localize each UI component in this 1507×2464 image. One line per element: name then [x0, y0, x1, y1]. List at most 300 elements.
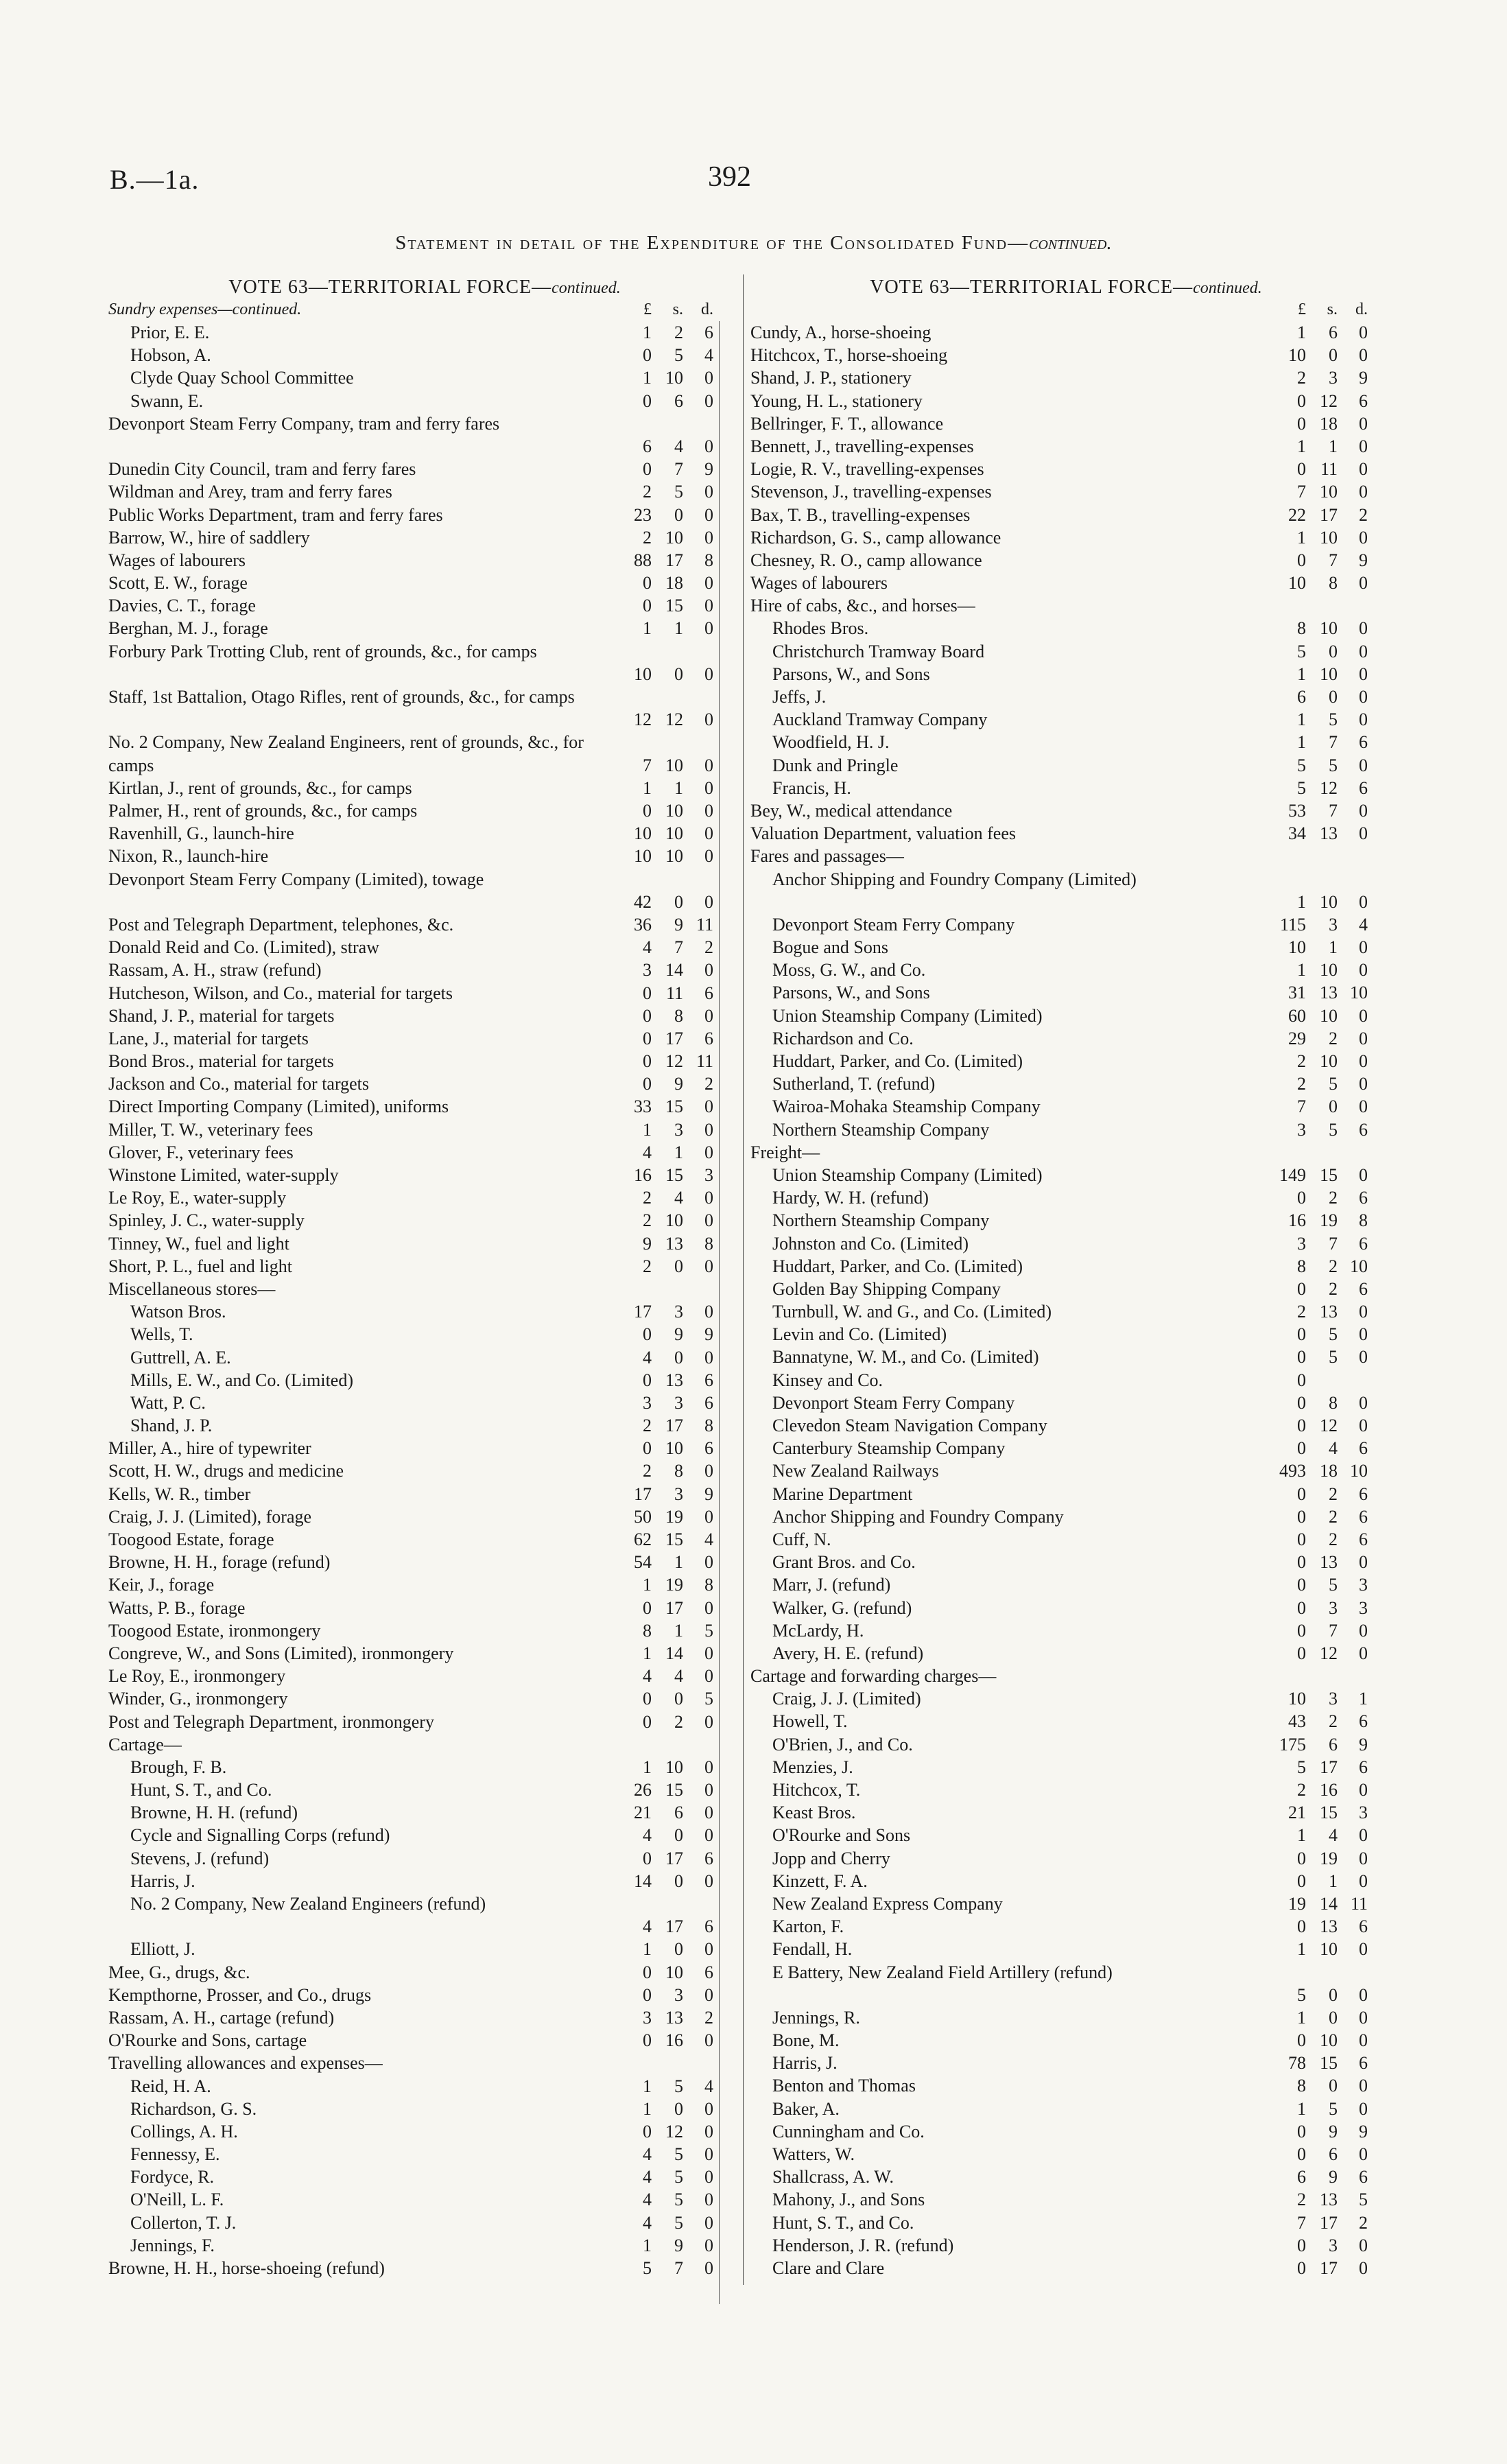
amount-pounds: 0 — [1297, 1483, 1306, 1504]
amount-pence: 8 — [1359, 1210, 1368, 1231]
amount-shillings: 0 — [1329, 687, 1338, 707]
amount-pence: 4 — [704, 2076, 713, 2096]
ledger-row — [108, 1118, 741, 1141]
amount-pounds: 2 — [643, 527, 652, 548]
ledger-row — [108, 913, 741, 936]
amount-pounds: 0 — [643, 459, 652, 480]
entry-label: Wells, T. — [130, 1324, 193, 1345]
entry-label: Kells, W. R., timber — [108, 1483, 251, 1504]
entry-label: Valuation Department, valuation fees — [750, 823, 1016, 844]
amount-pounds: 1 — [643, 2098, 652, 2119]
amount-pence: 0 — [1359, 459, 1368, 480]
amount-pence: 6 — [704, 1962, 713, 1982]
amount-pounds: 17 — [634, 1483, 652, 1504]
amount-pounds: 0 — [643, 983, 652, 1003]
amount-pounds: 4 — [643, 1916, 652, 1937]
ledger-row — [108, 1938, 741, 1960]
ledger-row — [108, 412, 741, 458]
amount-shillings: 19 — [1320, 1848, 1338, 1868]
entry-label: Mahony, J., and Sons — [772, 2190, 925, 2210]
amount-pence: 0 — [704, 2144, 713, 2165]
ledger-row — [108, 480, 741, 503]
amount-shillings: 4 — [674, 436, 683, 456]
amount-shillings: 0 — [1329, 1984, 1338, 2005]
statement-title-italic: continued. — [1029, 232, 1112, 254]
entry-label: Richardson, G. S., camp allowance — [750, 527, 1001, 548]
amount-pounds: 7 — [1297, 2212, 1306, 2233]
entry-label: Cundy, A., horse-shoeing — [750, 322, 932, 342]
ledger-row — [750, 1346, 1381, 1368]
entry-label: Keir, J., forage — [108, 1575, 215, 1595]
amount-shillings: 6 — [1329, 1734, 1338, 1755]
entry-label: Karton, F. — [772, 1916, 844, 1937]
ledger-row — [108, 1300, 741, 1323]
amount-shillings: 12 — [1320, 1416, 1338, 1436]
amount-pounds: 8 — [1297, 1256, 1306, 1276]
amount-shillings: 15 — [1320, 2053, 1338, 2074]
amount-shillings: 7 — [1329, 1233, 1338, 1254]
amount-pounds: 175 — [1279, 1734, 1306, 1755]
amount-pence: 0 — [704, 1005, 713, 1026]
entry-label: Staff, 1st Battalion, Otago Rifles, rent of grounds, &c., for camps — [108, 687, 575, 707]
ledger-row — [108, 1779, 741, 1801]
amount-shillings: 5 — [1329, 755, 1338, 775]
amount-pence: 0 — [704, 573, 713, 594]
amount-pounds: 16 — [634, 1165, 652, 1186]
amount-pence: 6 — [1359, 1233, 1368, 1254]
amount-pence: 2 — [704, 1074, 713, 1094]
amount-shillings: 11 — [665, 983, 683, 1003]
ledger-row — [750, 1323, 1381, 1346]
entry-label: Hunt, S. T., and Co. — [130, 1780, 272, 1800]
ledger-row — [750, 1892, 1381, 1915]
ledger-row — [750, 2052, 1381, 2074]
amount-shillings: 11 — [1320, 459, 1338, 480]
ledger-row — [750, 754, 1381, 777]
amount-shillings: 1 — [674, 1620, 683, 1641]
amount-pounds: 2 — [643, 1188, 652, 1208]
amount-pence: 0 — [1359, 2007, 1368, 2028]
amount-shillings: 8 — [674, 1461, 683, 1481]
entry-label: Hutcheson, Wilson, and Co., material for targets — [108, 983, 453, 1003]
ledger-row — [108, 1027, 741, 1050]
amount-pence: 0 — [1359, 2257, 1368, 2278]
amount-pence: 0 — [704, 1780, 713, 1800]
entry-label: Rassam, A. H., cartage (refund) — [108, 2007, 335, 2028]
amount-shillings: 13 — [1320, 823, 1338, 844]
amount-pence: 0 — [704, 596, 713, 616]
ledger-row — [108, 617, 741, 640]
amount-shillings: 9 — [1329, 2121, 1338, 2142]
amount-pounds: 62 — [634, 1529, 652, 1550]
ledger-row — [108, 1801, 741, 1824]
ledger-row — [108, 1392, 741, 1414]
amount-pounds: 0 — [1297, 1188, 1306, 1208]
entry-label: Watt, P. C. — [130, 1392, 206, 1413]
amount-pence: 0 — [704, 709, 713, 730]
amount-shillings: 9 — [1329, 2167, 1338, 2187]
amount-pounds: 10 — [1288, 345, 1306, 366]
amount-pounds: 6 — [643, 436, 652, 456]
amount-shillings: 1 — [1329, 937, 1338, 958]
entry-label: Rassam, A. H., straw (refund) — [108, 960, 322, 981]
amount-pence: 0 — [1359, 1302, 1368, 1322]
amount-shillings: 5 — [674, 2212, 683, 2233]
amount-pounds: 2 — [643, 482, 652, 502]
amount-shillings: 10 — [665, 801, 683, 821]
amount-pence: 6 — [704, 322, 713, 342]
amount-shillings: 15 — [665, 1529, 683, 1550]
amount-pounds: 5 — [1297, 777, 1306, 798]
entry-label: Scott, E. W., forage — [108, 573, 248, 594]
amount-shillings: 17 — [665, 1416, 683, 1436]
entry-label: Canterbury Steamship Company — [772, 1438, 1006, 1459]
amount-shillings: 7 — [674, 2258, 683, 2279]
amount-pounds: 0 — [1297, 1324, 1306, 1345]
amount-shillings: 0 — [674, 1256, 683, 1276]
ledger-row — [108, 2166, 741, 2188]
amount-pounds: 4 — [643, 2144, 652, 2165]
ledger-row — [750, 685, 1381, 708]
entry-label: O'Brien, J., and Co. — [772, 1734, 913, 1755]
ledger-row — [750, 2120, 1381, 2143]
amount-pence: 0 — [704, 2212, 713, 2233]
amount-shillings: 10 — [1320, 527, 1338, 548]
amount-pounds: 1 — [643, 322, 652, 342]
amount-pence: 2 — [1359, 504, 1368, 525]
ledger-row — [750, 1437, 1381, 1459]
ledger-row — [108, 2052, 741, 2074]
amount-pence: 6 — [1359, 1483, 1368, 1504]
amount-shillings: 8 — [674, 1005, 683, 1026]
entry-label: Auckland Tramway Company — [772, 709, 988, 730]
shillings-header: s. — [1327, 301, 1338, 318]
amount-pence: 0 — [704, 664, 713, 684]
amount-pounds: 54 — [634, 1552, 652, 1573]
entry-label: Young, H. L., stationery — [750, 390, 923, 411]
amount-pounds: 2 — [1297, 368, 1306, 388]
amount-pence: 0 — [704, 1256, 713, 1276]
amount-pounds: 0 — [1297, 390, 1306, 411]
ledger-row — [750, 1027, 1381, 1050]
amount-shillings: 3 — [1329, 1689, 1338, 1709]
ledger-row — [750, 1870, 1381, 1892]
ledger-row — [108, 1642, 741, 1665]
ledger-row — [750, 1072, 1381, 1095]
ledger-row — [108, 822, 741, 845]
ledger-row — [750, 1938, 1381, 1960]
amount-pence: 6 — [1359, 1506, 1368, 1527]
ledger-row — [108, 1369, 741, 1392]
amount-shillings: 5 — [674, 2076, 683, 2096]
left-vote-heading-italic: continued. — [551, 279, 621, 297]
amount-shillings: 10 — [1320, 1939, 1338, 1960]
amount-pounds: 0 — [1297, 1370, 1306, 1390]
amount-pounds: 0 — [1297, 1347, 1306, 1368]
amount-shillings: 0 — [674, 1689, 683, 1709]
amount-pounds: 1 — [643, 777, 652, 798]
column-divider — [743, 274, 744, 2285]
amount-shillings: 3 — [1329, 914, 1338, 935]
entry-label: Cartage and forwarding charges— — [750, 1666, 997, 1687]
ledger-row — [108, 685, 741, 731]
amount-pounds: 1 — [1297, 1939, 1306, 1960]
amount-shillings: 2 — [1329, 1278, 1338, 1299]
ledger-row — [750, 572, 1381, 594]
entry-label: Le Roy, E., water-supply — [108, 1188, 287, 1208]
entry-label: Post and Telegraph Department, telephones, &c. — [108, 914, 454, 935]
amount-shillings: 0 — [674, 504, 683, 525]
amount-pence: 3 — [704, 1165, 713, 1186]
right-vote-heading — [750, 274, 1381, 301]
amount-shillings: 10 — [665, 1438, 683, 1459]
amount-pence: 0 — [704, 1757, 713, 1777]
amount-pounds: 7 — [1297, 482, 1306, 502]
amount-shillings: 5 — [1329, 1074, 1338, 1094]
amount-pence: 6 — [1359, 1757, 1368, 1777]
amount-shillings: 14 — [665, 1643, 683, 1663]
ledger-row — [108, 1892, 741, 1938]
amount-shillings: 15 — [665, 1096, 683, 1117]
amount-pence: 0 — [704, 527, 713, 548]
amount-pence: 0 — [1359, 687, 1368, 707]
ledger-row — [750, 1232, 1381, 1255]
ledger-row — [750, 2074, 1381, 2097]
right-entries — [750, 321, 1381, 2279]
ledger-row — [750, 868, 1381, 913]
amount-pence: 0 — [704, 960, 713, 981]
amount-pounds: 10 — [634, 664, 652, 684]
entry-label: Forbury Park Trotting Club, rent of grounds, &c., for camps — [108, 641, 537, 661]
amount-pence: 0 — [704, 823, 713, 844]
ledger-row — [108, 1528, 741, 1551]
entry-label: Berghan, M. J., forage — [108, 618, 268, 639]
amount-shillings: 2 — [1329, 1188, 1338, 1208]
amount-pence: 0 — [1359, 1392, 1368, 1413]
amount-pounds: 0 — [1297, 1392, 1306, 1413]
amount-pounds: 23 — [634, 504, 652, 525]
amount-shillings: 17 — [665, 1597, 683, 1618]
entry-label: Jopp and Cherry — [772, 1848, 890, 1868]
amount-pence: 0 — [704, 482, 713, 502]
amount-pounds: 149 — [1279, 1164, 1306, 1185]
ledger-row — [108, 366, 741, 389]
amount-pence: 5 — [704, 1620, 713, 1641]
left-amount-rule — [719, 321, 720, 2304]
ledger-row — [108, 1459, 741, 1482]
amount-pence: 10 — [1350, 983, 1368, 1003]
entry-label: Davies, C. T., forage — [108, 596, 256, 616]
entry-label: Parsons, W., and Sons — [772, 983, 930, 1003]
amount-pounds: 0 — [643, 1324, 652, 1345]
amount-pounds: 0 — [1297, 1916, 1306, 1937]
amount-pence: 4 — [704, 345, 713, 366]
amount-shillings: 16 — [1320, 1780, 1338, 1800]
amount-pence: 0 — [1359, 641, 1368, 661]
entry-label: Chesney, R. O., camp allowance — [750, 550, 982, 570]
amount-pounds: 0 — [1297, 1848, 1306, 1868]
entry-label: Winder, G., ironmongery — [108, 1689, 288, 1709]
entry-label: Watters, W. — [772, 2144, 855, 2165]
entry-label: Craig, J. J. (Limited) — [772, 1689, 921, 1709]
ledger-row — [108, 1711, 741, 1733]
amount-shillings: 10 — [665, 823, 683, 844]
entry-label: Howell, T. — [772, 1711, 848, 1732]
amount-pounds: 0 — [643, 573, 652, 594]
amount-shillings: 9 — [674, 2235, 683, 2255]
entry-label: Turnbull, W. and G., and Co. (Limited) — [772, 1302, 1052, 1322]
amount-pence: 6 — [704, 1392, 713, 1413]
entry-label: Browne, H. H., forage (refund) — [108, 1552, 331, 1573]
entry-label: Hire of cabs, &c., and horses— — [750, 596, 975, 616]
amount-pence: 3 — [1359, 1597, 1368, 1618]
amount-shillings: 10 — [1320, 482, 1338, 502]
amount-shillings: 2 — [1329, 1028, 1338, 1048]
ledger-row — [108, 458, 741, 480]
ledger-row — [108, 2075, 741, 2098]
entry-label: Miller, A., hire of typewriter — [108, 1438, 311, 1459]
ledger-row — [108, 1437, 741, 1459]
ledger-row — [108, 731, 741, 776]
amount-pence: 0 — [1359, 2144, 1368, 2165]
entry-label: Collerton, T. J. — [130, 2212, 237, 2233]
amount-shillings: 17 — [1320, 2257, 1338, 2278]
amount-pence: 6 — [1359, 2053, 1368, 2074]
entry-label: Watts, P. B., forage — [108, 1597, 246, 1618]
amount-pence: 0 — [1359, 1984, 1368, 2005]
ledger-row — [108, 1141, 741, 1164]
amount-pence: 0 — [704, 1210, 713, 1231]
amount-pence: 0 — [1359, 1870, 1368, 1891]
amount-shillings: 10 — [665, 846, 683, 867]
statement-title-text: Statement in detail of the Expenditure of the Consolidated Fund— — [395, 232, 1030, 254]
amount-pence: 8 — [704, 1233, 713, 1254]
amount-pounds: 4 — [643, 1825, 652, 1846]
ledger-row — [108, 936, 741, 959]
entry-label: Spinley, J. C., water-supply — [108, 1210, 305, 1231]
amount-pounds: 21 — [1288, 1803, 1306, 1823]
amount-pence: 9 — [1359, 1734, 1368, 1755]
right-currency-header — [750, 301, 1381, 321]
amount-pence: 0 — [1359, 960, 1368, 981]
ledger-row — [108, 1005, 741, 1027]
amount-pounds: 1 — [1297, 1825, 1306, 1846]
amount-pence: 9 — [704, 1483, 713, 1504]
amount-pounds: 0 — [1297, 1278, 1306, 1299]
amount-pounds: 0 — [1297, 550, 1306, 570]
amount-shillings: 13 — [1320, 1552, 1338, 1573]
amount-pounds: 0 — [643, 345, 652, 366]
ledger-row — [108, 1323, 741, 1346]
amount-shillings: 5 — [674, 2190, 683, 2210]
amount-pence: 0 — [704, 1984, 713, 2005]
amount-pence: 0 — [1359, 709, 1368, 730]
entry-label: Richardson, G. S. — [130, 2098, 257, 2119]
entry-label: Richardson and Co. — [772, 1028, 914, 1048]
entry-label: Prior, E. E. — [130, 322, 210, 342]
ledger-row — [750, 1278, 1381, 1300]
ledger-row — [108, 799, 741, 822]
entry-label: Jennings, F. — [130, 2235, 215, 2255]
ledger-row — [750, 321, 1381, 344]
ledger-row — [108, 1870, 741, 1892]
amount-pounds: 0 — [1297, 2030, 1306, 2051]
entry-label: O'Rourke and Sons — [772, 1825, 911, 1846]
amount-pounds: 1 — [643, 1939, 652, 1960]
ledger-row — [750, 458, 1381, 480]
amount-pence: 0 — [704, 1096, 713, 1117]
amount-pounds: 1 — [643, 618, 652, 639]
amount-pounds: 1 — [1297, 732, 1306, 753]
amount-shillings: 14 — [1320, 1893, 1338, 1914]
amount-pence: 8 — [704, 1575, 713, 1595]
amount-pence: 0 — [704, 1803, 713, 1823]
amount-shillings: 7 — [1329, 550, 1338, 570]
entry-label: Rhodes Bros. — [772, 618, 869, 639]
ledger-row — [750, 1186, 1381, 1209]
ledger-row — [108, 1665, 741, 1687]
ledger-row — [750, 526, 1381, 549]
ledger-row — [750, 2166, 1381, 2188]
entry-label: Bone, M. — [772, 2030, 840, 2051]
amount-pence: 10 — [1350, 1256, 1368, 1276]
ledger-row — [108, 845, 741, 867]
amount-pounds: 78 — [1288, 2053, 1306, 2074]
amount-pence: 2 — [704, 2007, 713, 2028]
amount-pence: 11 — [696, 914, 713, 935]
amount-pence: 0 — [1359, 573, 1368, 594]
entry-label: Huddart, Parker, and Co. (Limited) — [772, 1256, 1023, 1276]
entry-label: Miller, T. W., veterinary fees — [108, 1119, 313, 1140]
ledger-row — [750, 959, 1381, 981]
entry-label: Shallcrass, A. W. — [772, 2167, 894, 2187]
amount-shillings: 10 — [1320, 960, 1338, 981]
entry-label: Hunt, S. T., and Co. — [772, 2212, 914, 2233]
entry-label: Devonport Steam Ferry Company, tram and ferry fares — [108, 413, 500, 434]
amount-pounds: 5 — [1297, 755, 1306, 775]
ledger-row — [750, 1597, 1381, 1619]
amount-pounds: 21 — [634, 1803, 652, 1823]
ledger-row — [750, 2257, 1381, 2279]
amount-pence: 9 — [1359, 550, 1368, 570]
amount-pounds: 3 — [643, 2007, 652, 2028]
ledger-row — [108, 1186, 741, 1209]
amount-pence: 0 — [1359, 1643, 1368, 1663]
right-column — [750, 274, 1381, 2279]
amount-pence: 0 — [704, 1825, 713, 1846]
amount-pounds: 0 — [643, 1438, 652, 1459]
entry-label: Hardy, W. H. (refund) — [772, 1188, 929, 1208]
amount-pence: 0 — [1359, 1028, 1368, 1048]
ledger-row — [750, 822, 1381, 845]
amount-pence: 2 — [704, 937, 713, 958]
amount-pence: 0 — [704, 436, 713, 456]
amount-pounds: 0 — [1297, 2121, 1306, 2142]
amount-pounds: 0 — [1297, 1575, 1306, 1595]
ledger-row — [750, 617, 1381, 640]
entry-label: Anchor Shipping and Foundry Company — [772, 1506, 1064, 1527]
ledger-row — [750, 663, 1381, 685]
entry-label: Fennessy, E. — [130, 2144, 220, 2165]
amount-pounds: 0 — [1297, 1506, 1306, 1527]
amount-pounds: 0 — [643, 390, 652, 411]
amount-shillings: 12 — [1320, 777, 1338, 798]
entry-label: Moss, G. W., and Co. — [772, 960, 926, 981]
amount-shillings: 13 — [1320, 983, 1338, 1003]
ledger-row — [108, 549, 741, 572]
amount-pence: 5 — [704, 1689, 713, 1709]
entry-label: Walker, G. (refund) — [772, 1597, 912, 1618]
